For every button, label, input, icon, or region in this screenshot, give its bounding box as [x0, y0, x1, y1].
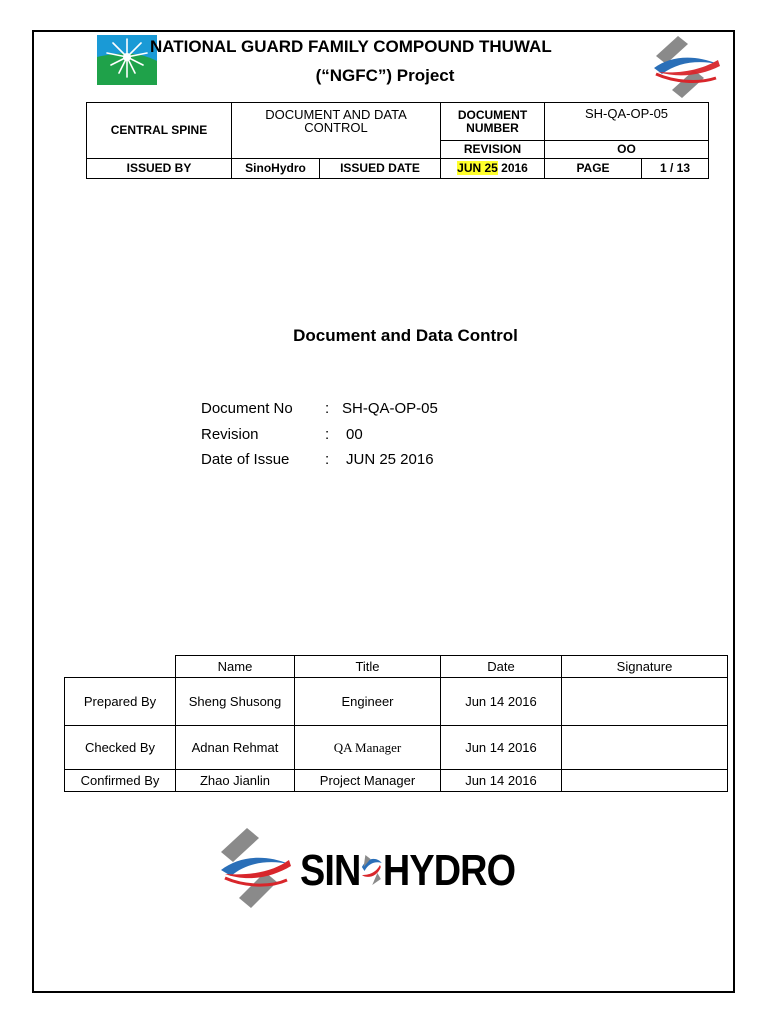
title-cell: Engineer	[295, 678, 441, 726]
info-colon: :	[325, 425, 330, 443]
table-row	[65, 726, 728, 770]
sinohydro-wordmark	[300, 846, 515, 896]
date-cell: Jun 14 2016	[441, 770, 562, 792]
info-label: Document No	[201, 400, 293, 417]
issued-by-value: SinoHydro	[232, 159, 320, 179]
sinohydro-mark-icon	[648, 34, 724, 100]
issued-date-value	[441, 159, 545, 179]
document-header-table	[86, 102, 709, 179]
signature-table	[64, 655, 728, 792]
column-header: Name	[176, 656, 295, 678]
info-label: Revision	[201, 425, 259, 443]
info-value: SH-QA-OP-05	[342, 400, 438, 417]
role-cell: Confirmed By	[65, 770, 176, 792]
section-name: CENTRAL SPINE	[87, 103, 232, 159]
name-cell: Sheng Shusong	[176, 678, 295, 726]
name-cell: Zhao Jianlin	[176, 770, 295, 792]
column-header: Signature	[562, 656, 728, 678]
document-title: Document and Data Control	[293, 326, 518, 345]
issued-date-highlight: JUN 25	[457, 161, 498, 175]
sinohydro-logo	[217, 826, 537, 912]
info-value: JUN 25 2016	[346, 451, 434, 468]
date-cell: Jun 14 2016	[441, 726, 562, 770]
revision-value: OO	[545, 141, 709, 159]
role-cell: Checked By	[65, 726, 176, 770]
date-cell: Jun 14 2016	[441, 678, 562, 726]
info-label: Date of Issue	[201, 451, 290, 468]
table-corner	[65, 656, 176, 678]
title-cell: Project Manager	[295, 770, 441, 792]
table-row	[65, 678, 728, 726]
table-row	[65, 770, 728, 792]
name-cell: Adnan Rehmat	[176, 726, 295, 770]
doc-title-cell: DOCUMENT AND DATA CONTROL	[232, 103, 441, 159]
project-title-line2: (“NGFC”) Project	[315, 66, 455, 85]
issued-date-label: ISSUED DATE	[320, 159, 441, 179]
info-colon: :	[325, 400, 330, 417]
info-colon: :	[325, 451, 330, 468]
wordmark-left: SIN	[300, 846, 361, 895]
issued-date-year: 2016	[497, 161, 528, 175]
doc-number-label: DOCUMENT NUMBER	[441, 103, 545, 141]
wordmark-o-icon	[361, 848, 383, 884]
title-cell: QA Manager	[295, 726, 441, 770]
signature-cell	[562, 726, 728, 770]
wordmark-right: HYDRO	[382, 846, 516, 895]
signature-cell	[562, 770, 728, 792]
project-title-line1: NATIONAL GUARD FAMILY COMPOUND THUWAL	[150, 37, 552, 56]
page-label: PAGE	[545, 159, 642, 179]
role-cell: Prepared By	[65, 678, 176, 726]
column-header: Date	[441, 656, 562, 678]
column-header: Title	[295, 656, 441, 678]
issued-by-label: ISSUED BY	[87, 159, 232, 179]
info-value: 00	[346, 425, 363, 443]
page-value: 1 / 13	[642, 159, 709, 179]
sinohydro-mark-icon	[217, 826, 293, 912]
signature-cell	[562, 678, 728, 726]
revision-label: REVISION	[441, 141, 545, 159]
aramco-logo-icon	[97, 35, 157, 85]
doc-number-value: SH-QA-OP-05	[545, 103, 709, 141]
